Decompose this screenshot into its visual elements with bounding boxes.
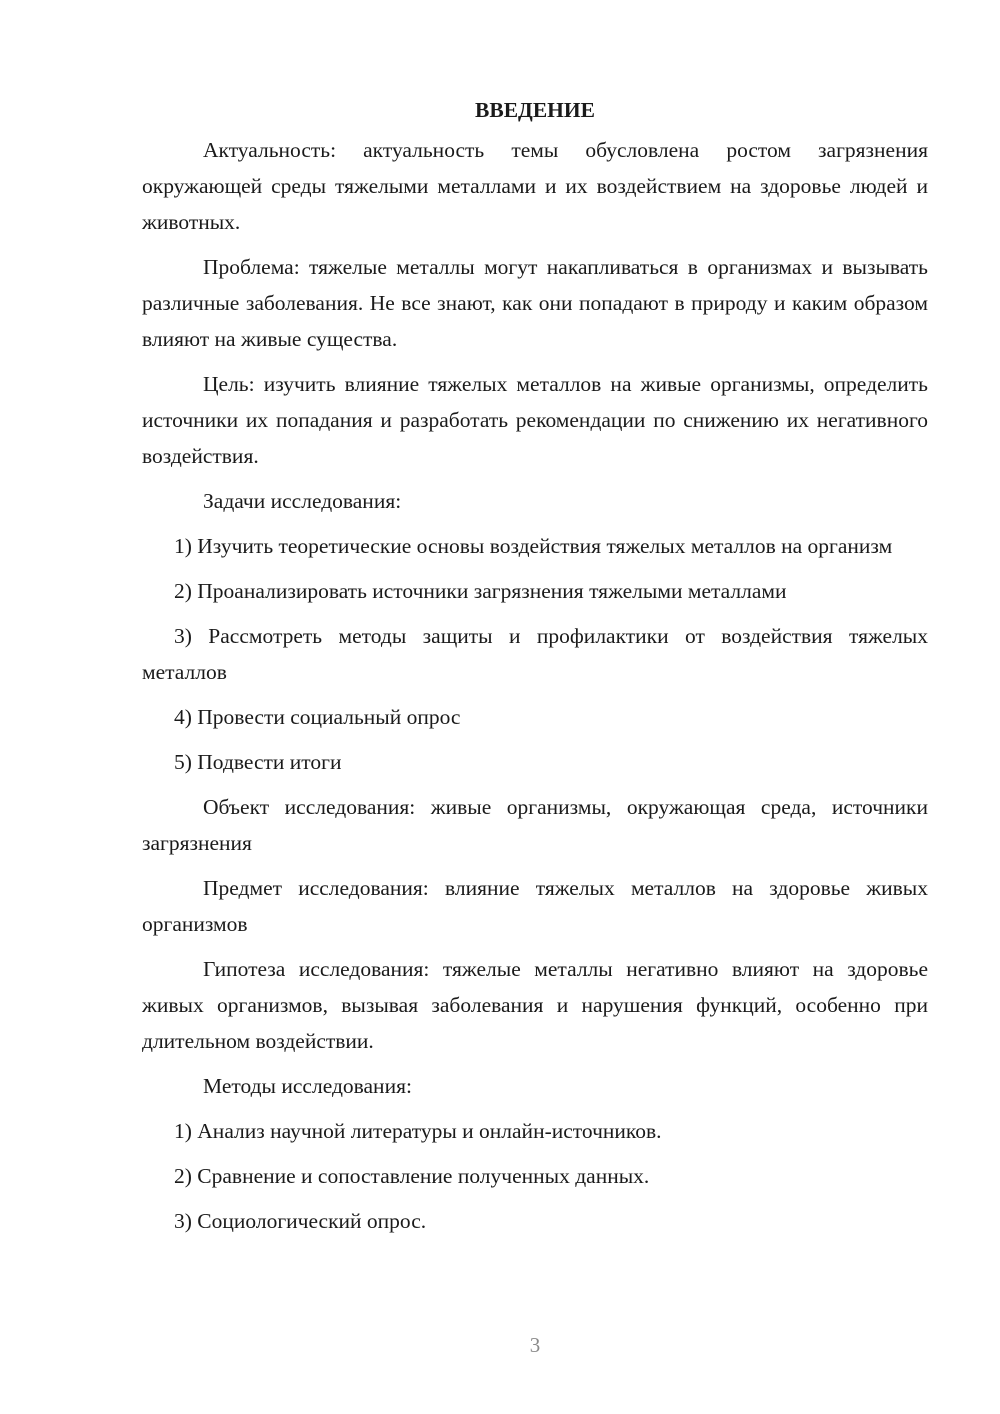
task-item-2: 2) Проанализировать источники загрязнения тяжелыми металлами [174, 579, 787, 603]
paragraph-hypothesis: Гипотеза исследования: тяжелые металлы негативно влияют на здоровье живых организмов, вызывая заболевания и нарушения функций, особенно при длительном воздействии. [142, 957, 928, 1053]
paragraph-relevance: Актуальность: актуальность темы обусловлена ростом загрязнения окружающей среды тяжелыми металлами и их воздействием на здоровье людей и животных. [142, 138, 928, 234]
task-item-1: 1) Изучить теоретические основы воздействия тяжелых металлов на организм [174, 534, 893, 558]
method-item-2: 2) Сравнение и сопоставление полученных данных. [174, 1164, 650, 1188]
paragraph-object: Объект исследования: живые организмы, окружающая среда, источники загрязнения [142, 795, 928, 855]
task-item-4: 4) Провести социальный опрос [174, 705, 461, 729]
method-item-1: 1) Анализ научной литературы и онлайн-источников. [174, 1119, 662, 1143]
paragraph-problem: Проблема: тяжелые металлы могут накапливаться в организмах и вызывать различные заболевания. Не все знают, как они попадают в природу и каким образом влияют на живые существа. [142, 255, 928, 351]
paragraph-tasks-heading: Задачи исследования: [203, 489, 402, 513]
paragraph-goal: Цель: изучить влияние тяжелых металлов на живые организмы, определить источники их попадания и разработать рекомендации по снижению их негативного воздействия. [142, 372, 928, 468]
document-title: ВВЕДЕНИЕ [475, 98, 595, 122]
method-item-3: 3) Социологический опрос. [174, 1209, 427, 1233]
paragraph-subject: Предмет исследования: влияние тяжелых металлов на здоровье живых организмов [142, 876, 928, 936]
page-number: 3 [529, 1333, 541, 1357]
task-item-5: 5) Подвести итоги [174, 750, 342, 774]
document-body [142, 92, 928, 1248]
paragraph-methods-heading: Методы исследования: [203, 1074, 412, 1098]
task-item-3: 3) Рассмотреть методы защиты и профилактики от воздействия тяжелых металлов [142, 624, 928, 684]
